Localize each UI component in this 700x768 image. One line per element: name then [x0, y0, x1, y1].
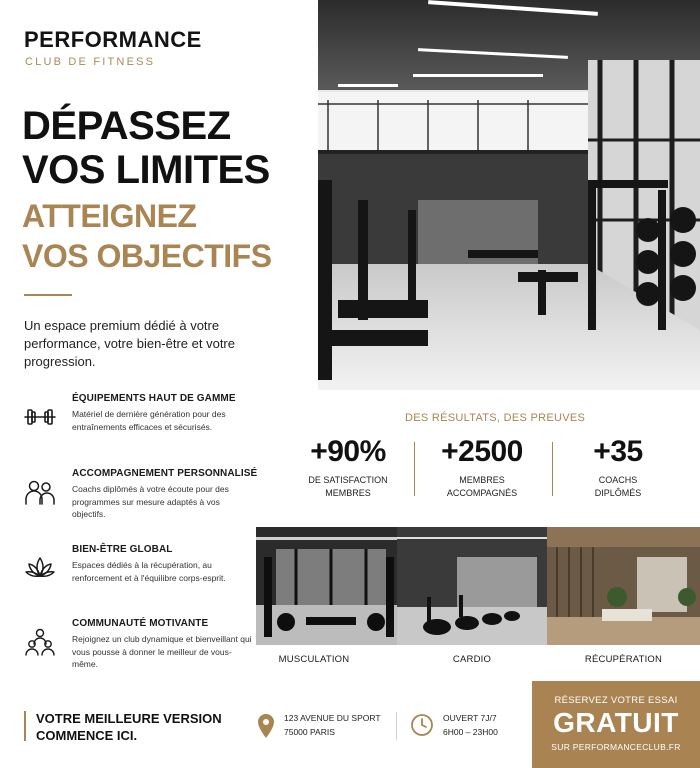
- stat-value: +2500: [441, 435, 523, 468]
- headline: [22, 104, 272, 276]
- stat-satisfaction: [284, 435, 412, 500]
- feature-description: Coachs diplômés à votre écoute pour des programmes sur mesure adaptés à vos objectifs.: [72, 484, 229, 519]
- address-line-2: 75000 PARIS: [284, 727, 335, 737]
- gym-interior-illustration: [318, 0, 700, 390]
- tagline-line-2: COMMENCE ICI.: [36, 728, 138, 743]
- hero-gym-photo: [318, 0, 700, 390]
- address-line-1: 123 AVENUE DU SPORT: [284, 713, 381, 723]
- hours-line-2: 6H00 – 23H00: [443, 727, 498, 737]
- brand-subtitle: CLUB DE FITNESS: [25, 56, 156, 68]
- stat-label: DE SATISFACTION MEMBRES: [308, 475, 388, 498]
- feature-title: BIEN-ÊTRE GLOBAL: [72, 544, 173, 555]
- gallery-label: CARDIO: [452, 654, 492, 665]
- location-pin-icon: [256, 713, 276, 739]
- tagline-accent-bar: [24, 711, 26, 741]
- free-trial-cta[interactable]: [532, 681, 700, 768]
- gallery-label: MUSCULATION: [278, 654, 350, 665]
- stats-section: [290, 390, 700, 522]
- cta-url[interactable]: SUR PERFORMANCECLUB.FR: [551, 742, 681, 752]
- cta-top-text: RÉSERVEZ VOTRE ESSAI: [554, 695, 678, 706]
- address: [284, 711, 381, 739]
- stat-value: +35: [593, 435, 643, 468]
- clock-icon: [410, 713, 434, 737]
- footer-tagline: [36, 710, 222, 744]
- footer-separator: [396, 712, 397, 740]
- headline-line-1: DÉPASSEZ: [22, 104, 231, 148]
- left-column: [0, 0, 318, 768]
- gallery-label: RÉCUPÉRATION: [584, 654, 663, 665]
- stats-heading: DES RÉSULTATS, DES PREUVES: [405, 412, 586, 424]
- stat-members: [418, 435, 546, 500]
- stat-coaches: [554, 435, 682, 500]
- gallery-image-cardio: [397, 527, 547, 645]
- gold-divider: [24, 294, 72, 296]
- opening-hours: [443, 711, 498, 739]
- feature-title: ÉQUIPEMENTS HAUT DE GAMME: [72, 393, 236, 404]
- lotus-icon: [22, 550, 58, 586]
- feature-description: Rejoignez un club dynamique et bienveillant qui vous pousse à donner le meilleur de vous-même.: [72, 634, 252, 669]
- headline-line-2: VOS LIMITES: [22, 148, 270, 192]
- brand-title: PERFORMANCE: [24, 27, 202, 52]
- recovery-room-illustration: [547, 527, 700, 645]
- feature-title: ACCOMPAGNEMENT PERSONNALISÉ: [72, 468, 258, 479]
- headline-line-4: VOS OBJECTIFS: [22, 238, 272, 274]
- stat-divider: [414, 442, 415, 496]
- stat-divider: [552, 442, 553, 496]
- gallery-image-recuperation: [547, 527, 700, 645]
- gallery-image-musculation: [256, 527, 406, 645]
- coaching-icon: [22, 474, 58, 510]
- hours-line-1: OUVERT 7J/7: [443, 713, 497, 723]
- tagline-line-1: VOTRE MEILLEURE VERSION: [36, 711, 222, 726]
- cta-main-text: GRATUIT: [553, 707, 679, 738]
- stat-label: MEMBRES ACCOMPAGNÉS: [446, 475, 518, 498]
- cardio-room-illustration: [397, 527, 547, 645]
- headline-line-3: ATTEIGNEZ: [22, 198, 197, 234]
- feature-description: Matériel de dernière génération pour des entraînements efficaces et sécurisés.: [72, 409, 226, 432]
- weights-room-illustration: [256, 527, 406, 645]
- dumbbell-icon: [22, 399, 58, 435]
- community-icon: [22, 624, 58, 660]
- feature-description: Espaces dédiés à la récupération, au renforcement et à l'équilibre corps-esprit.: [72, 560, 226, 583]
- intro-text: Un espace premium dédié à votre performance, votre bien-être et votre progression.: [24, 318, 235, 369]
- stat-label: COACHS DIPLÔMÉS: [594, 475, 642, 498]
- feature-title: COMMUNAUTÉ MOTIVANTE: [72, 618, 209, 629]
- stat-value: +90%: [310, 435, 386, 468]
